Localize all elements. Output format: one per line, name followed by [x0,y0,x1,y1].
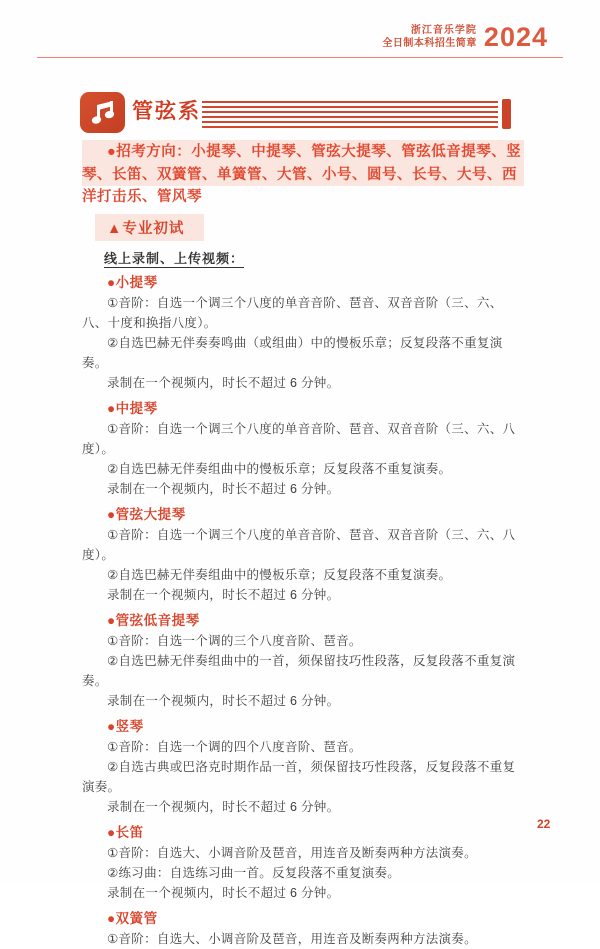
masthead-org [382,25,477,50]
requirement-line: 录制在一个视频内，时长不超过 6 分钟。 [107,481,340,496]
instrument-heading: ●管弦低音提琴 [107,612,200,628]
instrument-section-viola [82,399,524,499]
exam-stage-heading: ▲专业初试 [95,214,204,241]
requirement-line: 录制在一个视频内，时长不超过 6 分钟。 [107,799,340,814]
instrument-section-oboe [82,909,524,949]
requirement-line: ①音阶：自选一个调三个八度的单音音阶、琶音、双音音阶（三、六、八、十度和换指八度）。 [82,295,503,330]
staff-end-bar [502,99,511,129]
instrument-heading: ●小提琴 [107,274,158,290]
instrument-heading: ●长笛 [107,824,144,840]
requirement-line: ②自选巴赫无伴奏奏鸣曲（或组曲）中的慢板乐章；反复段落不重复演奏。 [82,335,503,370]
requirement-line: 录制在一个视频内，时长不超过 6 分钟。 [107,587,340,602]
instrument-heading: ●双簧管 [107,910,158,926]
upload-note: 线上录制、上传视频： [104,250,245,266]
instrument-section-double-bass [82,611,524,711]
instrument-section-violin [82,273,524,393]
brochure-title: 全日制本科招生简章 [382,38,477,49]
requirement-line: ②自选古典或巴洛克时期作品一首，须保留技巧性段落，反复段落不重复演奏。 [82,759,516,794]
requirement-line: ①音阶：自选一个调的三个八度音阶、琶音。 [107,633,362,648]
requirement-line: ②练习曲：自选练习曲一首。反复段落不重复演奏。 [107,865,401,880]
masthead [382,24,548,51]
admission-directions-text: ●招考方向：小提琴、中提琴、管弦大提琴、管弦低音提琴、竖琴、长笛、双簧管、单簧管、大管、小号、圆号、长号、大号、西洋打击乐、管风琴 [82,144,522,205]
music-note-icon [80,92,125,133]
requirement-line: ②自选巴赫无伴奏组曲中的一首，须保留技巧性段落，反复段落不重复演奏。 [82,653,516,688]
year-label: 2024 [483,22,548,52]
header-divider [37,57,563,58]
section-banner [80,92,520,136]
instrument-section-cello [82,505,524,605]
requirement-line: 录制在一个视频内，时长不超过 6 分钟。 [107,375,340,390]
requirement-line: ①音阶：自选一个调三个八度的单音音阶、琶音、双音音阶（三、六、八度）。 [82,527,516,562]
page-number: 22 [537,817,551,831]
main-content [82,141,524,949]
instrument-heading: ●竖琴 [107,718,144,734]
org-name: 浙江音乐学院 [410,25,477,36]
instrument-heading: ●管弦大提琴 [107,506,186,522]
requirement-line: ①音阶：自选大、小调音阶及琶音，用连音及断奏两种方法演奏。 [107,845,477,860]
admission-directions [82,141,524,209]
requirement-line: ①音阶：自选一个调的四个八度音阶、琶音。 [107,739,362,754]
staff-lines-decoration [202,101,498,128]
requirement-line: ②自选巴赫无伴奏组曲中的慢板乐章；反复段落不重复演奏。 [107,567,452,582]
requirement-line: 录制在一个视频内，时长不超过 6 分钟。 [107,885,340,900]
department-title: 管弦系 [132,100,201,123]
instrument-heading: ●中提琴 [107,400,158,416]
requirement-line: 录制在一个视频内，时长不超过 6 分钟。 [107,693,340,708]
requirement-line: ②自选巴赫无伴奏组曲中的慢板乐章；反复段落不重复演奏。 [107,461,452,476]
instrument-section-flute [82,823,524,903]
requirement-line: ①音阶：自选一个调三个八度的单音音阶、琶音、双音音阶（三、六、八度）。 [82,421,516,456]
instrument-section-harp [82,717,524,817]
requirement-line: ①音阶：自选大、小调音阶及琶音，用连音及断奏两种方法演奏。 [107,931,477,946]
